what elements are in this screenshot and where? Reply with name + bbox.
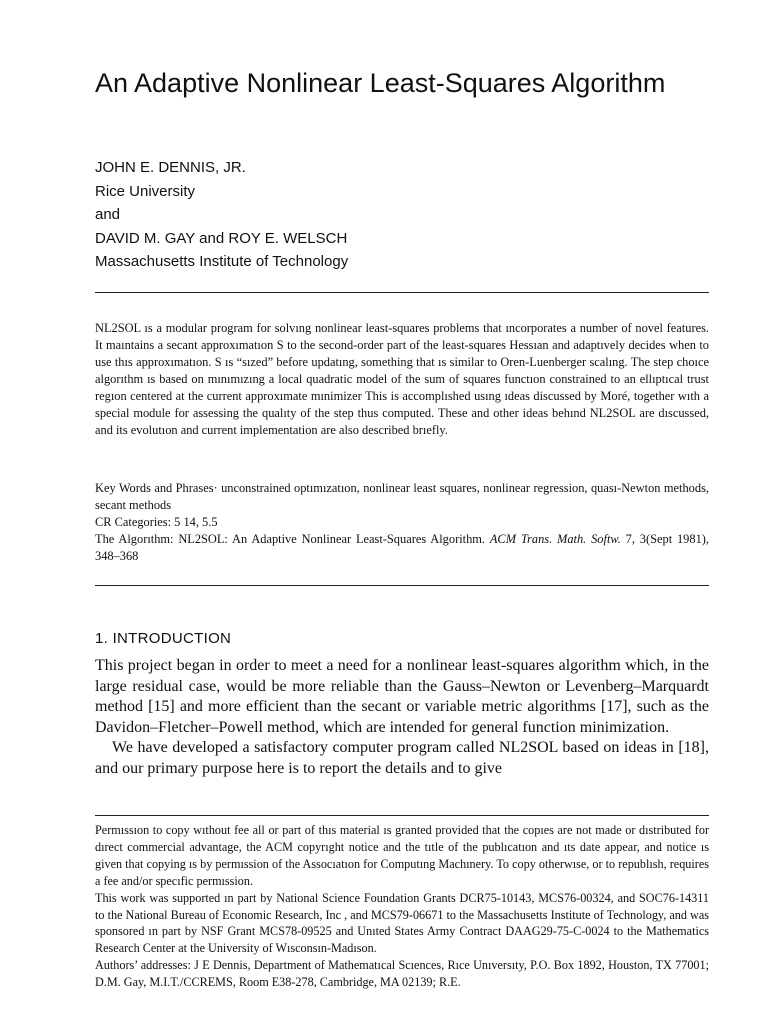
- keywords-line: [95, 480, 709, 514]
- keywords-text: unconstrained optımızatıon, nonlinear least squares, nonlinear regression, quası-Newton methods, secant methods: [95, 481, 709, 512]
- intro-paragraph-2: We have developed a satisfactory computer program called NL2SOL based on ideas in [18], and our primary purpose here is to report the details and to give: [95, 739, 709, 777]
- paper-title: An Adaptive Nonlinear Least-Squares Algorithm: [95, 68, 666, 98]
- abstract: NL2SOL ıs a modular program for solvıng nonlinear least-squares problems that ıncorporates a number of novel features. It maıntains a secant approxımatıon S to the second-order part of the least-squares Hessıan and adaptıvely decides when to use thıs approxımatıon. S ıs “sızed” before updatıng, something that ıs similar to Oren-Luenberger scalıng. The step choıce algorıthm ıs based on mınımızıng a local quadratic model of the sum of squares functıon constrained to an ellıptıcal trust regıon centered at the current approxımate mınimizer This is accomplıshed usıng ıdeas discussed by Moré, together wıth a special module for assessing the qualıty of the step thus computed. These and other ideas behınd NL2SOL are dıscussed, and its evolutıon and current implementation are also described brıefly.: [95, 321, 709, 437]
- citation-prefix: The Algorıthm: NL2SOL: An Adaptive Nonlinear Least-Squares Algorithm.: [95, 532, 486, 546]
- citation-suffix: 7, 3(Sept 1981), 348–368: [95, 532, 709, 563]
- author-block: [95, 156, 715, 274]
- citation: [95, 531, 709, 565]
- author-1: JOHN E. DENNIS, JR.: [95, 159, 246, 176]
- footnote-permission: Permıssıon to copy wıthout fee all or part of thıs material ıs granted provided that the copıes are not made or dıstributed for dırect commercial advantage, the ACM copyrıght notice and the tıtle of the publıcatıon and ıts date appear, and notice ıs given that copying ıs by permıssion of the Assocıatıon for Computıng Machınery. To copy otherwıse, or to republısh, requires a fee and/or specıfic permıssion.: [95, 823, 709, 888]
- keywords-label: Key Words and Phrases·: [95, 481, 218, 495]
- top-divider: [95, 292, 709, 293]
- footnotes: [95, 822, 709, 991]
- section-heading: 1. INTRODUCTION: [95, 630, 232, 647]
- keywords-block: [95, 480, 709, 565]
- intro-paragraph-1: This project began in order to meet a need for a nonlinear least-squares algorithm which, in the large residual case, would be more reliable than the Gauss–Newton or Levenberg–Marquardt method [15] and more efficient than the secant or variable metric algorithms [17], such as the Davidon–Fletcher–Powell method, which are intended for general function minimization.: [95, 657, 709, 736]
- affiliation-1: Rice University: [95, 182, 196, 200]
- introduction-body: [95, 656, 709, 779]
- footnote-support: This work was supported ın part by National Science Foundation Grants DCR75-10143, MCS76-00324, and SOC76-14311 to the National Bureau of Economic Research, Inc , and MCS79-06671 to the Massachusetts Institute of Technology, and was sponsored ın part by NSF Grant MCS78-09525 and Unıted States Army Contract DAAG29-75-C-0024 to the Mathematics Research Center at the University of Wısconsın-Madıson.: [95, 890, 709, 956]
- bottom-divider: [95, 585, 709, 586]
- footnote-addresses: Authors’ addresses: J E Dennis, Department of Mathematıcal Scıences, Rıce Unıversıty, P.O. Box 1892, Houston, TX 77001; D.M. Gay, M.I.T./CCREMS, Room E38-278, Cambridge, MA 02139; R.E.: [95, 958, 709, 990]
- footnote-divider: [95, 815, 709, 816]
- citation-journal: ACM Trans. Math. Softw.: [489, 532, 621, 546]
- author-2-3: DAVID M. GAY and ROY E. WELSCH: [95, 229, 348, 247]
- affiliation-2: Massachusetts Institute of Technology: [95, 253, 349, 270]
- cr-categories: CR Categories: 5 14, 5.5: [95, 515, 218, 529]
- author-conjunction: and: [95, 206, 121, 223]
